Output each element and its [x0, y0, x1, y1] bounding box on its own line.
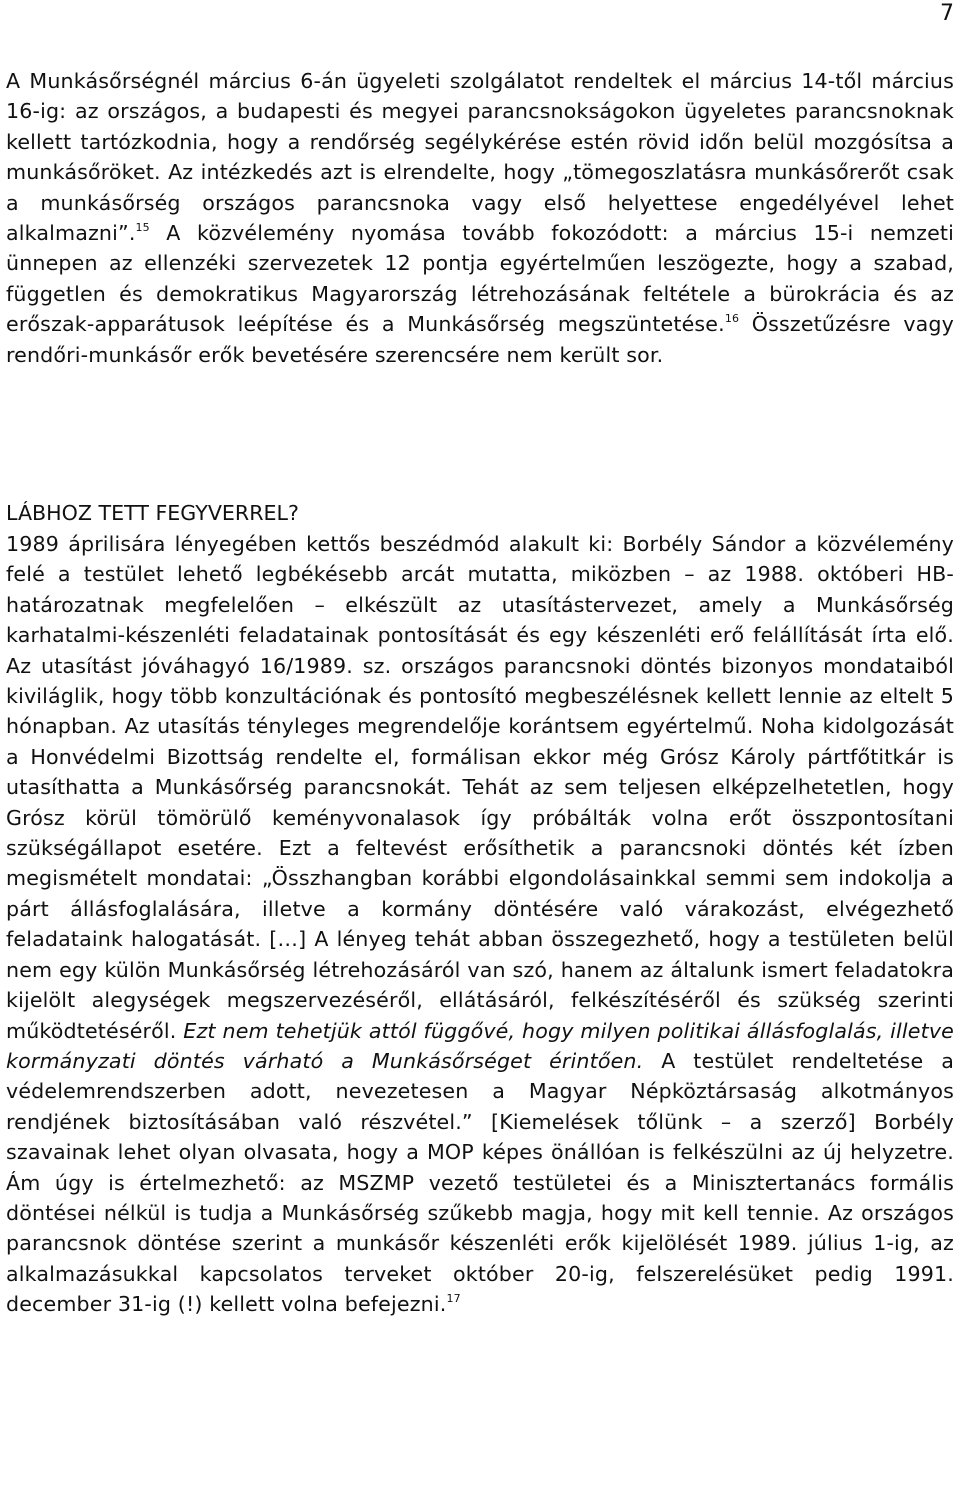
footnote-ref-16: 16 — [724, 312, 740, 326]
section-heading: LÁBHOZ TETT FEGYVERREL? — [6, 501, 299, 525]
footnote-ref-17: 17 — [446, 1292, 461, 1306]
paragraph-text: A Munkásőrségnél március 6-án ügyeleti szolgálatot rendeltek el március 14-től március 16-ig: az országos, a budapesti és megyei parancsnokságokon ügyeletes parancsnoknak kellett tartózkodnia, hogy a rendőrség segélykérése estén rövid időn belül mozgósítsa a munkásőröket. Az intézkedés azt is elrendelte, hogy „tömegoszlatásra munkásőrerőt csak a munkásőrség országos parancsnoka vagy első helyettese engedélyével lehet alkalmazni”. — [6, 69, 954, 246]
page-number: 7 — [940, 1, 954, 26]
body-paragraph-2 — [6, 529, 954, 1320]
emphasized-quote: Ezt nem tehetjük attól függővé, hogy milyen politikai állásfoglalás, illetve kormányzati döntés várható a Munkásőrséget érintően. — [6, 1018, 954, 1073]
paragraph-text: Összetűzésre vagy rendőri-munkásőr erők bevetésére szerencsére nem került sor. — [6, 312, 954, 367]
footnote-ref-15: 15 — [135, 221, 150, 235]
paragraph-text: A testület rendeltetése a védelemrendszerben adott, nevezetesen a Magyar Népköztársaság alkotmányos rendjének biztosításában való részvétel.” [Kiemelések tőlünk – a szerző] Borbély szavainak lehet olyan olvasata, hogy a MOP képes önállóan is felkészülni az új helyzetre. Ám úgy is értelmezhető: az MSZMP vezető testületei és a Minisztertanács formális döntései nélkül is tudja a Munkásőrség szűkebb magja, hogy mit kell tennie. Az országos parancsnok döntése szerint a munkásőr készenléti erők kijelölését 1989. július 1-ig, az alkalmazásukkal kapcsolatos terveket október 20-ig, felszerelésüket pedig 1991. december 31-ig (!) kellett volna befejezni. — [6, 1048, 954, 1317]
body-paragraph-1 — [6, 66, 954, 370]
paragraph-text: A közvélemény nyomása tovább fokozódott: a március 15-i nemzeti ünnepen az ellenzéki szervezetek 12 pontja egyértelműen leszögezte, hogy a szabad, független és demokratikus Magyarország létrehozásának feltétele a bürokrácia és az erőszak-apparátusok leépítése és a Munkásőrség megszüntetése. — [6, 221, 954, 337]
paragraph-text: 1989 áprilisára lényegében kettős beszédmód alakult ki: Borbély Sándor a közvélemény felé a testület lehető legbékésebb arcát mutatta, miközben – az 1988. októberi HB-határozatnak megfelelően – elkészült az utasítástervezet, amely a Munkásőrség karhatalmi-készenléti feladatainak pontosítását és egy készenléti erő felállítását írta elő. Az utasítást jóváhagyó 16/1989. sz. országos parancsnoki döntés bizonyos mondataiból kiviláglik, hogy több konzultációnak és pontosító megbeszélésnek kellett lennie az eltelt 5 hónapban. Az utasítás tényleges megrendelője korántsem egyértelmű. Noha kidolgozását a Honvédelmi Bizottság rendelte el, formálisan ekkor még Grósz Károly pártfőtitkár is utasíthatta a Munkásőrség parancsnokát. Tehát az sem teljesen elképzelhetetlen, hogy Grósz körül tömörülő keményvonalasok így próbálták volna erőt összpontosítani szükségállapot esetére. Ezt a feltevést erősíthetik a parancsnoki döntés két ízben megismételt mondatai: „Összhangban korábbi elgondolásainkkal semmi sem indokolja a párt állásfoglalására, illetve a kormány döntésére való várakozást, elvégezhető feladataink halogatását. […] A lényeg tehát abban összegezhető, hogy a testületen belül nem egy külön Munkásőrség létrehozásáról van szó, hanem az általunk ismert feladatokra kijelölt alegységek megszervezéséről, ellátásáról, felkészítéséről és szükség szerinti működtetéséről. — [6, 532, 954, 1043]
